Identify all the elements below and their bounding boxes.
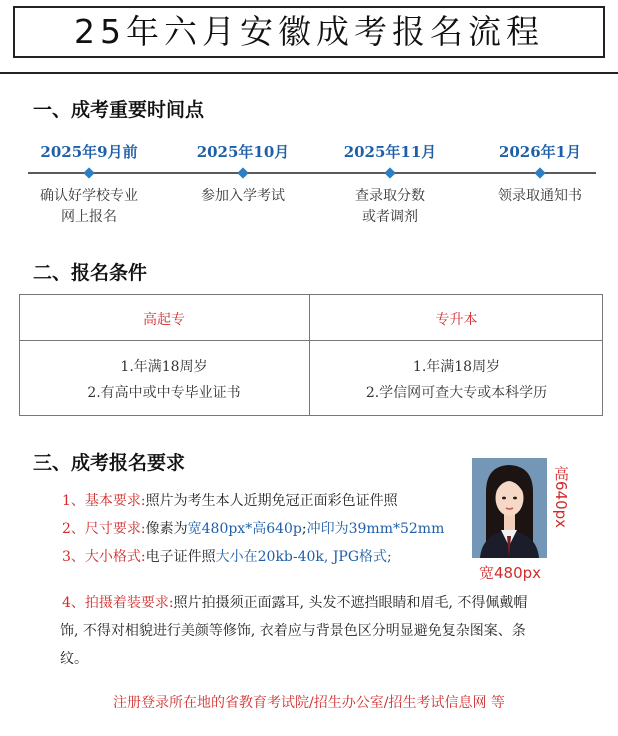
timeline-desc-line: 参加入学考试 — [201, 188, 285, 204]
portrait-illustration — [472, 458, 547, 558]
photo-width-label: 宽480px — [478, 564, 542, 582]
table-cell — [310, 354, 603, 406]
timeline-marker — [534, 167, 545, 178]
print-size: 冲印为39mm*52mm — [306, 521, 445, 537]
requirement-label: 2、尺寸要求: — [62, 521, 146, 537]
timeline-desc — [320, 186, 460, 228]
table-header-zhuanshengben: 专升本 — [435, 312, 478, 328]
requirement-label: 3、大小格式: — [62, 549, 146, 565]
table-header-gaoqizhuan: 高起专 — [143, 312, 185, 328]
timeline-marker — [384, 167, 395, 178]
requirement-text: 纹。 — [60, 651, 88, 667]
separator: ; — [301, 521, 307, 537]
timeline-date: 2025年11月 — [343, 143, 437, 161]
condition-item: 2.学信网可查大专或本科学历 — [365, 385, 548, 401]
file-size: 大小在20kb-40k, JPG格式; — [215, 549, 392, 565]
sample-id-photo — [472, 458, 547, 558]
table-cell — [19, 354, 309, 406]
requirement-attire — [62, 589, 612, 673]
timeline-desc-line: 确认好学校专业 — [40, 188, 138, 204]
footer-note: 注册登录所在地的省教育考试院/招生办公室/招生考试信息网 等 — [113, 695, 505, 711]
requirement-label: 4、拍摄着装要求: — [62, 595, 174, 611]
pixel-size: 宽480px*高640p — [187, 521, 302, 537]
requirement-format — [62, 546, 392, 566]
timeline-marker — [237, 167, 248, 178]
section-heading-conditions: 二、报名条件 — [33, 262, 148, 284]
title-divider — [0, 72, 618, 74]
timeline-marker — [83, 167, 94, 178]
timeline-desc-line: 或者调剂 — [362, 209, 418, 225]
timeline-desc-line: 网上报名 — [61, 209, 117, 225]
photo-height-label: 高640px — [552, 466, 570, 529]
requirement-text: 照片为考生本人近期免冠正面彩色证件照 — [145, 493, 398, 509]
requirement-text: 电子证件照 — [145, 549, 216, 565]
timeline-desc — [173, 186, 313, 207]
table-header-divider — [19, 340, 603, 341]
requirement-label: 1、基本要求: — [62, 493, 146, 509]
timeline-desc — [470, 186, 610, 207]
requirement-basic — [62, 490, 398, 510]
requirement-text: 饰, 不得对相貌进行美颜等修饰, 衣着应与背景色区分明显避免复杂图案、条 — [60, 623, 526, 639]
condition-item: 1.年满18周岁 — [120, 359, 208, 375]
timeline-date: 2025年9月前 — [40, 143, 138, 161]
page-title: 25年六月安徽成考报名流程 — [74, 12, 544, 51]
condition-item: 1.年满18周岁 — [412, 359, 501, 375]
condition-item: 2.有高中或中专毕业证书 — [87, 385, 241, 401]
timeline-date: 2025年10月 — [196, 143, 290, 161]
requirement-text: 像素为 — [145, 521, 188, 537]
section-heading-requirements: 三、成考报名要求 — [33, 452, 186, 474]
requirement-text: 照片拍摄须正面露耳, 头发不遮挡眼睛和眉毛, 不得佩戴帽 — [173, 595, 528, 611]
timeline-date: 2026年1月 — [498, 143, 582, 161]
timeline-line — [28, 172, 596, 174]
requirement-size — [62, 518, 444, 538]
timeline-desc-line: 查录取分数 — [355, 188, 425, 204]
timeline-desc-line: 领录取通知书 — [498, 188, 582, 204]
timeline-desc — [19, 186, 159, 228]
section-heading-timeline: 一、成考重要时间点 — [33, 99, 205, 121]
